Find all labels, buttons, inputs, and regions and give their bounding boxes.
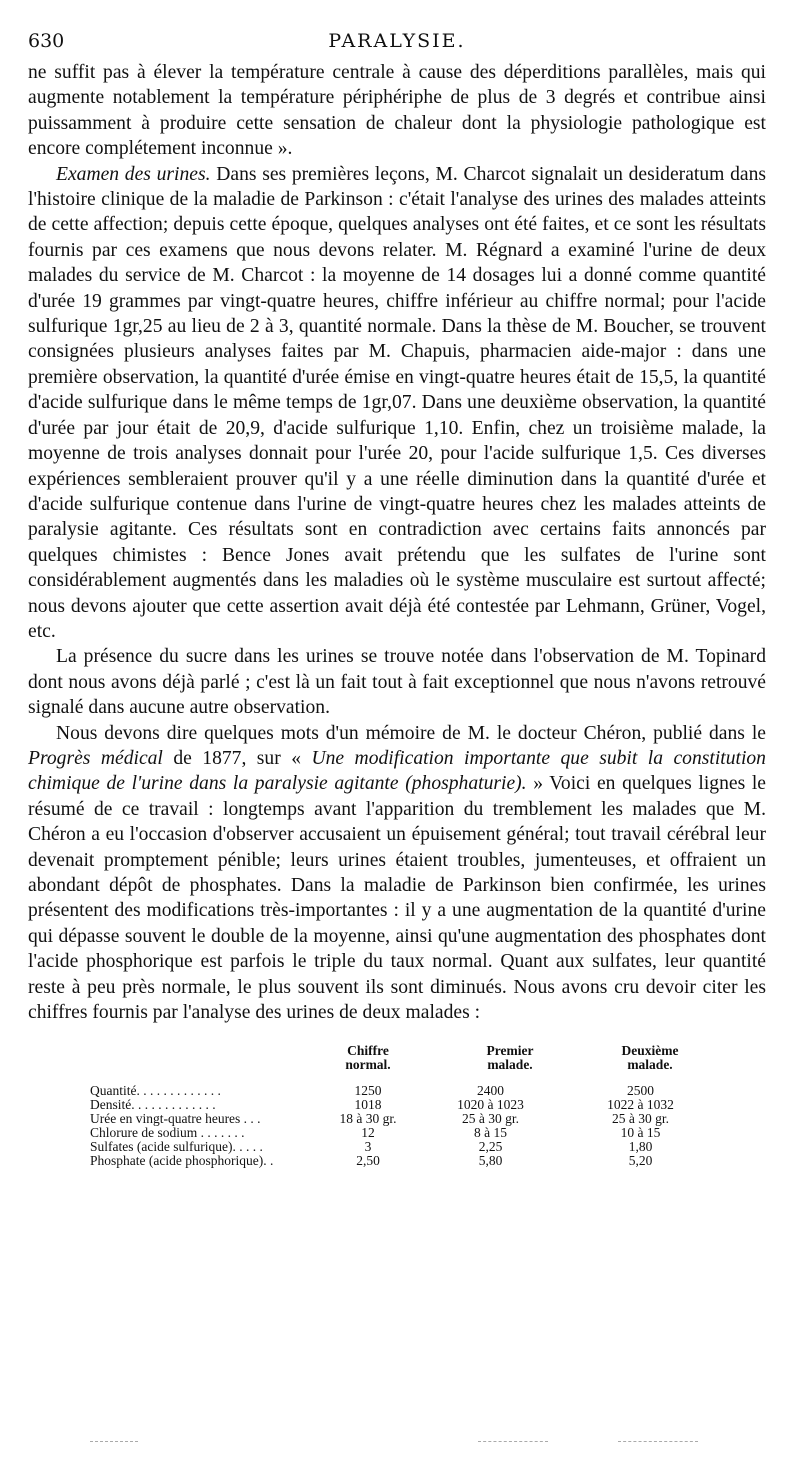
- cell-first: 25 à 30 gr.: [462, 1111, 519, 1127]
- table-row: [28, 1126, 706, 1140]
- row-label: Densité. . . . . . . . . . . . .: [90, 1097, 216, 1113]
- paragraph-continuation: ne suffit pas à élever la température centrale à cause des déperditions parallèles, mais qui augmente notablement la température périphériphe de plus de 3 degrés et contribue ainsi puissamment à produire cette sensation de chaleur dont la physiologie pathologique est encore complétement inconnue ».: [28, 62, 766, 160]
- paragraph-text: de 1877, sur «: [162, 747, 312, 769]
- urine-analysis-table: [28, 1043, 706, 1168]
- faint-rule-right: [618, 1441, 698, 1443]
- paragraph-cheron: [28, 721, 766, 1026]
- table-row: [28, 1084, 706, 1098]
- paragraph-text: Nous devons dire quelques mots d'un mémoire de M. le docteur Chéron, publié dans le: [56, 722, 766, 744]
- table-header-first-patient: Premier malade.: [486, 1043, 534, 1073]
- table-header-row: [28, 1043, 706, 1084]
- page: [28, 30, 766, 1168]
- row-label: Urée en vingt-quatre heures . . .: [90, 1111, 261, 1127]
- faint-rule-left: [90, 1441, 138, 1443]
- cell-normal: 1018: [354, 1097, 382, 1113]
- table-header-normal: Chiffre normal.: [345, 1043, 391, 1073]
- cell-normal: 12: [361, 1125, 375, 1141]
- cell-second: 1022 à 1032: [607, 1097, 674, 1113]
- row-label: Phosphate (acide phosphorique). .: [90, 1153, 274, 1169]
- cell-first: 5,80: [478, 1153, 503, 1169]
- table-header-second-patient: Deuxième malade.: [621, 1043, 679, 1073]
- table-row: [28, 1154, 706, 1168]
- journal-title: Progrès médical: [28, 747, 163, 769]
- cell-second: 2500: [627, 1083, 654, 1099]
- paragraph-urine-exam: [28, 162, 766, 645]
- article-title: Une modification importante que subit la constitution chimique de l'urine dans la paralysie agitante (phosphaturie).: [28, 747, 766, 795]
- table-row: [28, 1098, 706, 1112]
- section-lead: Examen des urines.: [56, 163, 211, 185]
- cell-normal: 18 à 30 gr.: [339, 1111, 397, 1127]
- paragraph-text: Dans ses premières leçons, M. Charcot signalait un desideratum dans l'histoire clinique de la maladie de Parkinson : c'était l'analyse des urines des malades atteints de cette affection; depuis cette époque, quelques analyses ont été faites, et ce sont les résultats fournis par ces examens que nous devons relater. M. Régnard a examiné l'urine de deux malades du service de M. Charcot : la moyenne de 14 dosages lui a donné comme quantité d'urée 19 grammes par vingt-quatre heures, chiffre inférieur au chiffre normal; pour l'acide sulfurique 1gr,25 au lieu de 2 à 3, quantité normale. Dans la thèse de M. Boucher, se trouvent consignées plusieurs analyses faites par M. Chapuis, pharmacien aide-major : dans une première observation, la quantité d'urée émise en vingt-quatre heures était de 15,5, la quantité d'acide sulfurique dans le même temps de 1gr,07. Dans une deuxième observation, la quantité d'urée par jour était de 20,9, d'acide sulfurique 1,10. Enfin, chez un troisième malade, la moyenne de trois analyses donnait pour l'urée 20, pour l'acide sulfurique 1,5. Ces diverses expériences sembleraient prouver qu'il y a une réelle diminution dans la quantité d'urée et d'acide sulfurique contenue dans l'urine de vingt-quatre heures chez les malades atteints de paralysie agitante. Ces résultats sont en contradiction avec certains faits annoncés par quelques chimistes : Bence Jones avait prétendu que les sulfates de l'urine sont considérablement augmentés dans les maladies où le système musculaire est surtout affecté; nous devons ajouter que cette assertion avait déjà été contestée par Lehmann, Grüner, Vogel, etc.: [28, 163, 767, 642]
- table-row: [28, 1112, 706, 1126]
- cell-first: 8 à 15: [474, 1125, 507, 1141]
- cell-second: 25 à 30 gr.: [612, 1111, 669, 1127]
- cell-first: 2400: [477, 1083, 504, 1099]
- paragraph-sugar: La présence du sucre dans les urines se trouve notée dans l'observation de M. Topinard dont nous avons déjà parlé ; c'est là un fait tout à fait exceptionnel que nous n'avons retrouvé signalé dans aucune autre observation.: [28, 646, 766, 719]
- paragraph-text: » Voici en quelques lignes le résumé de ce travail : longtemps avant l'apparition du tremblement les malades que M. Chéron a eu l'occasion d'observer accusaient un épuisement général; tout travail cérébral leur devenait promptement pénible; leurs urines étaient troubles, jumenteuses, et offraient un abondant dépôt de phosphates. Dans la maladie de Parkinson bien confirmée, les urines présentent des modifications très-importantes : il y a une augmentation de la quantité d'urine qui dépasse souvent le double de la moyenne, ainsi qu'une augmentation des phosphates dont l'acide phosphorique est parfois le triple du taux normal. Quant aux sulfates, leur quantité reste à peu près normale, le plus souvent ils sont diminués. Nous avons cru devoir citer les chiffres fournis par l'analyse des urines de deux malades :: [28, 773, 766, 1024]
- table-row: [28, 1140, 706, 1154]
- body-text: [28, 60, 766, 1025]
- page-number: 630: [28, 30, 65, 52]
- row-label: Chlorure de sodium . . . . . . .: [90, 1125, 245, 1141]
- cell-normal: 2,50: [356, 1153, 380, 1169]
- cell-second: 10 à 15: [620, 1125, 661, 1141]
- cell-normal: 3: [364, 1139, 372, 1155]
- faint-rule-middle: [478, 1441, 548, 1443]
- cell-first: 1020 à 1023: [457, 1097, 524, 1113]
- cell-second: 5,20: [628, 1153, 653, 1169]
- cell-second: 1,80: [628, 1139, 653, 1155]
- page-header: [28, 30, 766, 54]
- cell-first: 2,25: [478, 1139, 503, 1155]
- table-header-label: [28, 1043, 330, 1084]
- cell-normal: 1250: [354, 1083, 382, 1099]
- row-label: Sulfates (acide sulfurique). . . . .: [90, 1139, 263, 1155]
- row-label: Quantité. . . . . . . . . . . . .: [90, 1083, 221, 1099]
- running-title: PARALYSIE.: [328, 30, 466, 52]
